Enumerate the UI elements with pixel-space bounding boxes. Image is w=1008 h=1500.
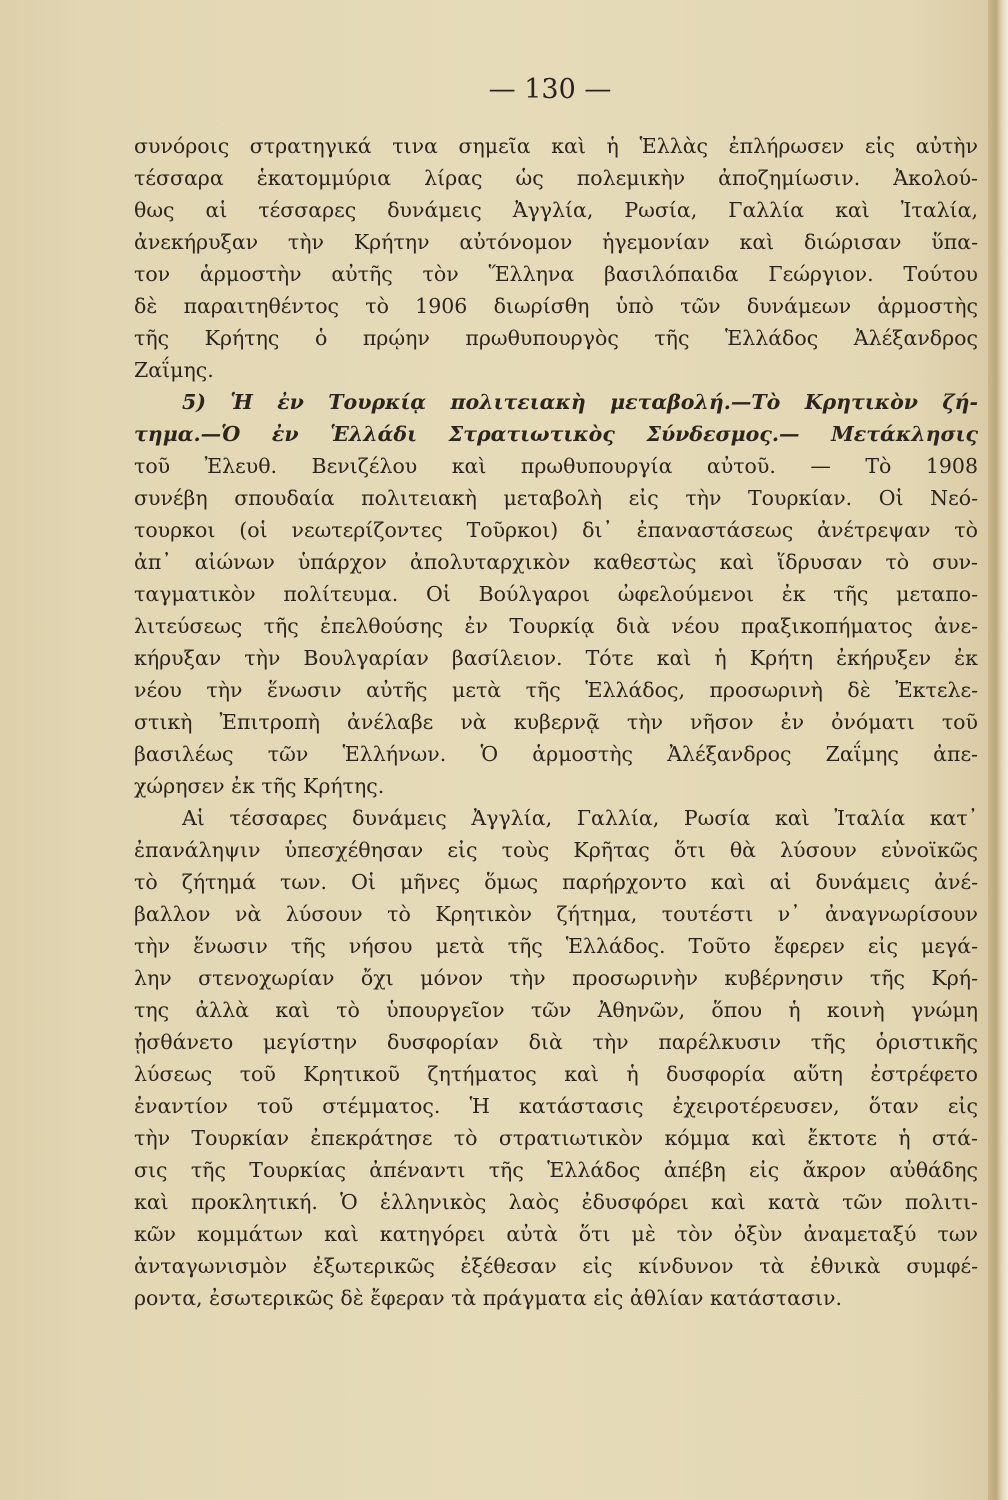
text-line: ροντα, ἐσωτερικῶς δὲ ἔφεραν τὰ πράγματα εἰς ἀθλίαν κατάστασιν. <box>134 1286 842 1310</box>
text-line: τέσσαρα ἑκατομμύρια λίρας ὡς πολεμικὴν ἀποζημίωσιν. Ἀκολού- <box>134 166 978 190</box>
text-line: συνέβη σπουδαία πολιτειακὴ μεταβολὴ εἰς τὴν Τουρκίαν. Οἱ Νεό- <box>134 486 978 510</box>
text-line: τον ἁρμοστὴν αὐτῆς τὸν Ἕλληνα βασιλόπαιδα Γεώργιον. Τούτου <box>134 262 978 286</box>
section-heading-line: 5) Ἡ ἐν Τουρκίᾳ πολιτειακὴ μεταβολή.—Τὸ Κρητικὸν ζή- <box>182 390 978 414</box>
page-number: — 130 — <box>488 74 612 105</box>
text-line: τῆς Κρήτης ὁ πρῴην πρωθυπουργὸς τῆς Ἑλλάδος Ἀλέξανδρος <box>134 326 978 350</box>
text-line: ἀνταγωνισμὸν ἐξωτερικῶς ἐξέθεσαν εἰς κίνδυνον τὰ ἐθνικὰ συμφέ- <box>134 1254 978 1278</box>
text-line: βαλλον νὰ λύσουν τὸ Κρητικὸν ζήτημα, τουτέστι ν᾽ ἀναγνωρίσουν <box>134 902 978 926</box>
text-line: ἐναντίον τοῦ στέμματος. Ἡ κατάστασις ἐχειροτέρευσεν, ὅταν εἰς <box>134 1094 978 1118</box>
text-line: ἀπ᾽ αἰώνων ὑπάρχον ἀπολυταρχικὸν καθεστὼς καὶ ἵδρυσαν τὸ συν- <box>134 550 978 574</box>
text-line: λύσεως τοῦ Κρητικοῦ ζητήματος καὶ ἡ δυσφορία αὕτη ἐστρέφετο <box>134 1062 978 1086</box>
text-line: ἐπανάληψιν ὑπεσχέθησαν εἰς τοὺς Κρῆτας ὅτι θὰ λύσουν εὐνοϊκῶς <box>134 838 978 862</box>
text-line: τουρκοι (οἱ νεωτερίζοντες Τοῦρκοι) δι᾽ ἐπαναστάσεως ἀνέτρεψαν τὸ <box>134 518 978 542</box>
text-line: σις τῆς Τουρκίας ἀπέναντι τῆς Ἑλλάδος ἀπέβη εἰς ἄκρον αὐθάδης <box>134 1158 978 1182</box>
text-line: κήρυξαν τὴν Βουλγαρίαν βασίλειον. Τότε καὶ ἡ Κρήτη ἐκήρυξεν ἐκ <box>134 646 978 670</box>
text-line: ταγματικὸν πολίτευμα. Οἱ Βούλγαροι ὠφελούμενοι ἐκ τῆς μεταπο- <box>134 582 978 606</box>
text-line: Ζαΐμης. <box>134 358 214 382</box>
text-line: Αἱ τέσσαρες δυνάμεις Ἀγγλία, Γαλλία, Ρωσία καὶ Ἰταλία κατ᾽ <box>182 806 978 830</box>
text-line: θως αἱ τέσσαρες δυνάμεις Ἀγγλία, Ρωσία, Γαλλία καὶ Ἰταλία, <box>134 198 978 222</box>
text-line: στικὴ Ἐπιτροπὴ ἀνέλαβε νὰ κυβερνᾷ τὴν νῆσον ἐν ὀνόματι τοῦ <box>134 710 978 734</box>
text-line: λιτεύσεως τῆς ἐπελθούσης ἐν Τουρκίᾳ διὰ νέου πραξικοπήματος ἀνε- <box>134 614 978 638</box>
section-heading-line: τημα.—Ὁ ἐν Ἑλλάδι Στρατιωτικὸς Σύνδεσμος.— Μετάκλησις <box>134 422 978 446</box>
text-line: λην στενοχωρίαν ὄχι μόνον τὴν προσωρινὴν κυβέρνησιν τῆς Κρή- <box>134 966 978 990</box>
text-line: της ἀλλὰ καὶ τὸ ὑπουργεῖον τῶν Ἀθηνῶν, ὅπου ἡ κοινὴ γνώμη <box>134 998 978 1022</box>
text-line: κῶν κομμάτων καὶ κατηγόρει αὐτὰ ὅτι μὲ τὸν ὀξὺν ἀναμεταξύ των <box>134 1222 978 1246</box>
text-line: συνόροις στρατηγικά τινα σημεῖα καὶ ἡ Ἑλλὰς ἐπλήρωσεν εἰς αὐτὴν <box>134 134 978 158</box>
text-line: τὴν Τουρκίαν ἐπεκράτησε τὸ στρατιωτικὸν κόμμα καὶ ἔκτοτε ἡ στά- <box>134 1126 978 1150</box>
text-line: νέου τὴν ἕνωσιν αὐτῆς μετὰ τῆς Ἑλλάδος, προσωρινὴ δὲ Ἐκτελε- <box>134 678 978 702</box>
section-heading-line: τοῦ Ἐλευθ. Βενιζέλου καὶ πρωθυπουργία αὐτοῦ. — Τὸ 1908 <box>134 454 978 478</box>
text-line: τὸ ζήτημά των. Οἱ μῆνες ὅμως παρήρχοντο καὶ αἱ δυνάμεις ἀνέ- <box>134 870 978 894</box>
page-edge <box>988 0 1008 1500</box>
body-text <box>134 130 978 1314</box>
text-line: δὲ παραιτηθέντος τὸ 1906 διωρίσθη ὑπὸ τῶν δυνάμεων ἁρμοστὴς <box>134 294 978 318</box>
text-line: καὶ προκλητική. Ὁ ἑλληνικὸς λαὸς ἐδυσφόρει καὶ κατὰ τῶν πολιτι- <box>134 1190 978 1214</box>
text-line: βασιλέως τῶν Ἑλλήνων. Ὁ ἁρμοστὴς Ἀλέξανδρος Ζαΐμης ἀπε- <box>134 742 978 766</box>
text-line: ἀνεκήρυξαν τὴν Κρήτην αὐτόνομον ἡγεμονίαν καὶ διώρισαν ὕπα- <box>134 230 978 254</box>
text-line: τὴν ἕνωσιν τῆς νήσου μετὰ τῆς Ἑλλάδος. Τοῦτο ἔφερεν εἰς μεγά- <box>134 934 978 958</box>
text-line: χώρησεν ἐκ τῆς Κρήτης. <box>134 774 385 798</box>
text-line: ᾐσθάνετο μεγίστην δυσφορίαν διὰ τὴν παρέλκυσιν τῆς ὁριστικῆς <box>134 1030 978 1054</box>
